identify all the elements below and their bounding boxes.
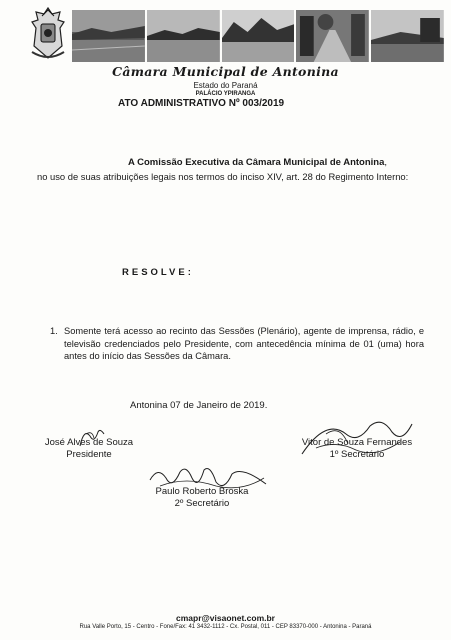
institution-name: Câmara Municipal de Antonina [112,64,339,79]
signer-role: 2º Secretário [174,498,230,509]
intro-comma: , [384,157,388,168]
signer-name: Vitor de Souza Fernandes [301,437,413,448]
signature-first-secretary [290,437,424,461]
signer-name: José Alves de Souza [44,437,134,448]
intro-paragraph: no uso de suas atribuições legais nos termos do inciso XIV, art. 28 do Regimento Interno: [37,171,409,182]
issuing-body: A Comissão Executiva da Câmara Municipal de Antonina [128,157,385,168]
document-date: Antonina 07 de Janeiro de 2019. [130,400,268,411]
harbor-photo [72,10,145,62]
signer-role: 1º Secretário [329,449,385,460]
footer-address: Rua Valle Porto, 15 - Centro - Fone/Fax: 41 3432-1112 - Cx. Postal, 011 - CEP 83370-000 - Antonina - Paraná [79,624,372,630]
mountains-photo [222,10,295,62]
signer-role: Presidente [66,449,112,460]
document-title: ATO ADMINISTRATIVO Nº 003/2019 [118,98,285,109]
state-name: Estado do Paraná [193,81,258,90]
signer-name: Paulo Roberto Broska [155,486,249,497]
coat-of-arms-icon [28,6,68,64]
list-item [50,325,430,363]
item-text: Somente terá acesso ao recinto das Sessões (Plenário), agente de imprensa, rádio, e televisão credenciados pelo Presidente, com antecedência mínima de 01 (uma) hora antes do início das Sessões da Câmara. [64,326,424,362]
coast-photo [371,10,444,62]
intro-opening [128,157,387,168]
resolve-heading: RESOLVE: [122,267,194,278]
bay-photo [147,10,220,62]
signature-president [36,437,142,461]
header-photo-strip [72,10,444,62]
signature-second-secretary [150,486,254,510]
footer-email: cmapr@visaonet.com.br [176,613,275,623]
street-photo [296,10,369,62]
item-number: 1. [50,326,58,336]
palace-name: PALÁCIO YPIRANGA [195,91,256,97]
